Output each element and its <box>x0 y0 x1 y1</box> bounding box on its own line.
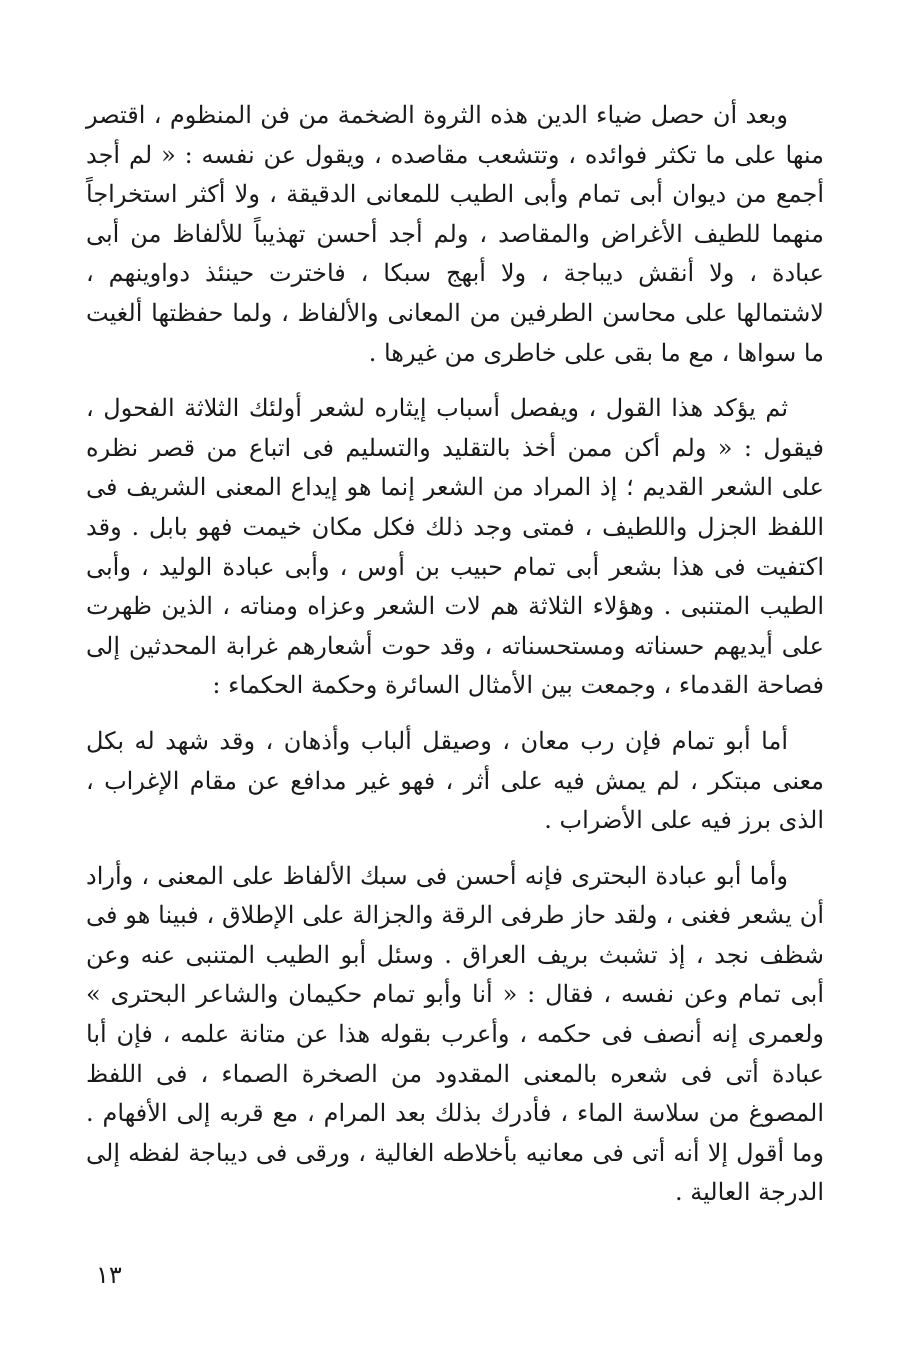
paragraph: وبعد أن حصل ضياء الدين هذه الثروة الضخمة من فن المنظوم ، اقتصر منها على ما تكثر فوائده ، وتتشعب مقاصده ، ويقول عن نفسه : « لم أجد أجمع من ديوان أبى تمام وأبى الطيب للمعانى الدقيقة ، ولا أكثر استخراجاً منهما للطيف الأغراض والمقاصد ، ولم أجد أحسن تهذيباً للألفاظ من أبى عبادة ، ولا أنقش ديباجة ، ولا أبهج سبكا ، فاخترت حينئذ دواوينهم ، لاشتمالها على محاسن الطرفين من المعانى والألفاظ ، ولما حفظتها ألغيت ما سواها ، مع ما بقى على خاطرى من غيرها . <box>86 101 825 367</box>
paragraph: ثم يؤكد هذا القول ، ويفصل أسباب إيثاره لشعر أولئك الثلاثة الفحول ، فيقول : « ولم أكن ممن أخذ بالتقليد والتسليم فى اتباع من قصر نظره على الشعر القديم ؛ إذ المراد من الشعر إنما هو إيداع المعنى الشريف فى اللفظ الجزل واللطيف ، فمتى وجد ذلك فكل مكان خيمت فهو بابل . وقد اكتفيت فى هذا بشعر أبى تمام حبيب بن أوس ، وأبى عبادة الوليد ، وأبى الطيب المتنبى . وهؤلاء الثلاثة هم لات الشعر وعزاه ومناته ، الذين ظهرت على أيديهم حسناته ومستحسناته ، وقد حوت أشعارهم غرابة المحدثين إلى فصاحة القدماء ، وجمعت بين الأمثال السائرة وحكمة الحكماء : <box>86 394 824 700</box>
body-text <box>86 96 824 1213</box>
paragraph: وأما أبو عبادة البحترى فإنه أحسن فى سبك الألفاظ على المعنى ، وأراد أن يشعر فغنى ، ولقد حاز طرفى الرقة والجزالة على الإطلاق ، فبينا هو فى شظف نجد ، إذ تشبث بريف العراق . وسئل أبو الطيب المتنبى عنه وعن أبى تمام وعن نفسه ، فقال : « أنا وأبو تمام حكيمان والشاعر البحترى » ولعمرى إنه أنصف فى حكمه ، وأعرب بقوله هذا عن متانة علمه ، فإن أبا عبادة أتى فى شعره بالمعنى المقدود من الصخرة الصماء ، فى اللفظ المصوغ من سلاسة الماء ، فأدرك بذلك بعد المرام ، مع قربه إلى الأفهام . وما أقول إلا أنه أتى فى معانيه بأخلاطه الغالية ، ورقى فى ديباجة لفظه إلى الدرجة العالية . <box>86 861 824 1207</box>
page-number: ١٣ <box>96 1261 122 1289</box>
paragraph: أما أبو تمام فإن رب معان ، وصيقل ألباب وأذهان ، وقد شهد له بكل معنى مبتكر ، لم يمش فيه على أثر ، فهو غير مدافع عن مقام الإغراب ، الذى برز فيه على الأضراب . <box>86 726 824 835</box>
